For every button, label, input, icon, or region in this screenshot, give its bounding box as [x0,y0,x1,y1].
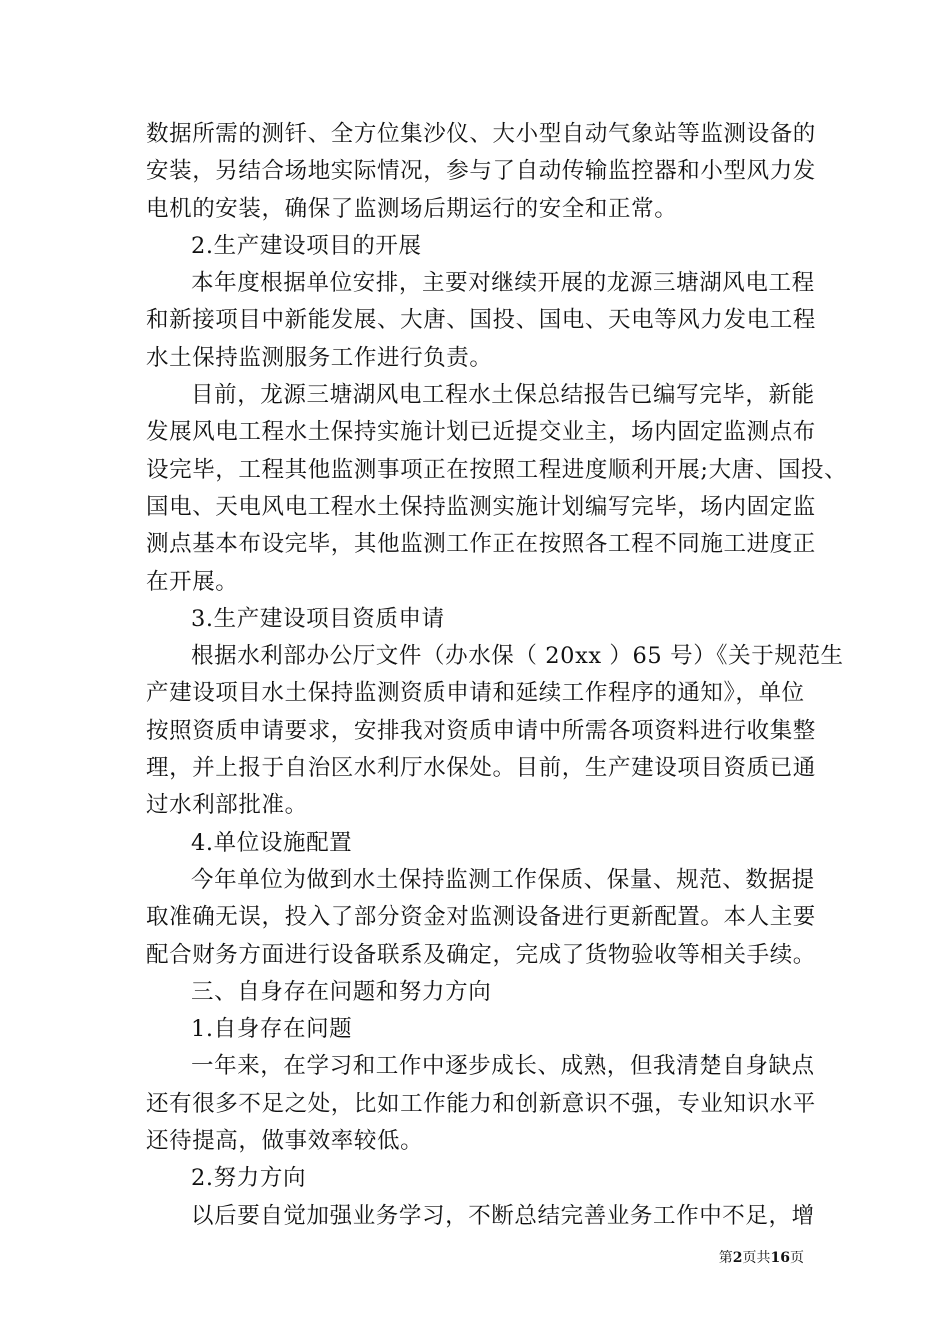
footer-suffix: 页 [790,1250,804,1266]
footer-total-pages: 16 [770,1250,790,1266]
chapter-heading: 三、自身存在问题和努力方向 [191,978,492,1005]
text-line: 本年度根据单位安排，主要对继续开展的龙源三塘湖风电工程 [191,270,815,297]
text-line: 产建设项目水土保持监测资质申请和延续工作程序的通知》，单位 [146,680,805,707]
footer-prefix: 第 [718,1250,733,1266]
text-line: 目前，龙源三塘湖风电工程水土保总结报告已编写完毕，新能 [191,382,815,409]
text-line: 根据水利部办公厅文件（办水保（ 20xx ）65 号）《关于规范生 [191,643,844,670]
text-line: 发展风电工程水土保持实施计划已近提交业主，场内固定监测点布 [146,419,816,446]
section-heading: 2.生产建设项目的开展 [191,232,422,259]
text-line: 今年单位为做到水土保持监测工作保质、保量、规范、数据提 [191,866,815,893]
text-line: 水土保持监测服务工作进行负责。 [146,344,493,371]
text-line: 电机的安装，确保了监测场后期运行的安全和正常。 [146,195,678,222]
section-heading: 2.努力方向 [191,1165,307,1192]
text-line: 过水利部批准。 [146,792,308,819]
section-heading: 3.生产建设项目资质申请 [191,605,445,632]
footer-current-page: 2 [732,1250,743,1266]
text-line: 配合财务方面进行设备联系及确定，完成了货物验收等相关手续。 [146,941,816,968]
section-heading: 1.自身存在问题 [191,1016,353,1043]
text-line: 取准确无误，投入了部分资金对监测设备进行更新配置。本人主要 [146,904,816,931]
text-line: 安装，另结合场地实际情况，参与了自动传输监控器和小型风力发 [146,158,816,185]
body-text [146,116,848,1235]
text-line: 理，并上报于自治区水利厅水保处。目前，生产建设项目资质已通 [146,755,816,782]
text-line: 以后要自觉加强业务学习，不断总结完善业务工作中不足，增 [191,1202,815,1229]
text-line: 设完毕，工程其他监测事项正在按照工程进度顺利开展;大唐、国投、 [146,456,848,483]
text-line: 国电、天电风电工程水土保持监测实施计划编写完毕，场内固定监 [146,493,816,520]
section-heading: 4.单位设施配置 [191,829,353,856]
footer-middle: 页共 [742,1250,771,1266]
text-line: 按照资质申请要求，安排我对资质申请中所需各项资料进行收集整 [146,717,816,744]
text-line: 一年来，在学习和工作中逐步成长、成熟，但我清楚自身缺点 [191,1053,815,1080]
text-line: 在开展。 [146,568,239,595]
text-line: 数据所需的测钎、全方位集沙仪、大小型自动气象站等监测设备的 [146,121,816,147]
text-line: 还待提高，做事效率较低。 [146,1128,424,1155]
page-footer [719,1247,804,1267]
text-line: 测点基本布设完毕，其他监测工作正在按照各工程不同施工进度正 [146,531,816,558]
text-line: 还有很多不足之处，比如工作能力和创新意识不强，专业知识水平 [146,1090,816,1117]
text-line: 和新接项目中新能发展、大唐、国投、国电、天电等风力发电工程 [146,307,816,334]
